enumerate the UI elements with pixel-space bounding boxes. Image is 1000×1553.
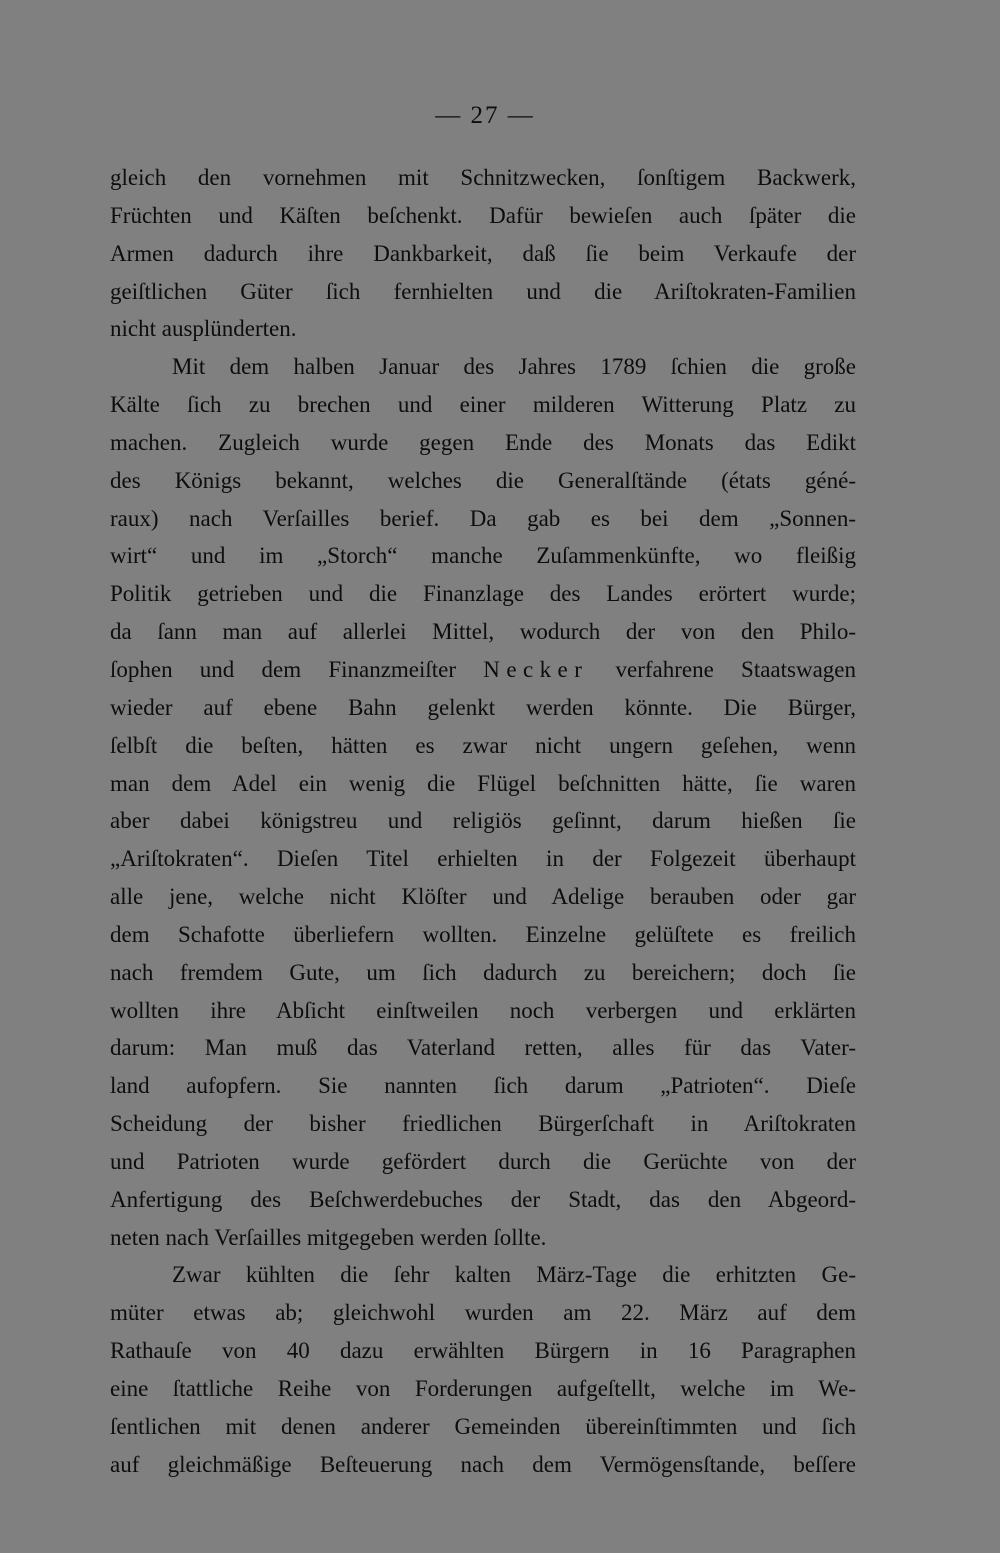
- text-line: Kälte ſich zu brechen und einer milderen Witterung Platz zu: [110, 392, 856, 418]
- text-line: wirt“ und im „Storch“ manche Zuſammenkünfte, wo fleißig: [110, 543, 856, 569]
- text-line: da ſann man auf allerlei Mittel, wodurch der von den Philo-: [110, 619, 856, 645]
- text-line: nicht ausplünderten.: [110, 316, 297, 342]
- text-line: machen. Zugleich wurde gegen Ende des Monats das Edikt: [110, 429, 856, 455]
- body-text: [110, 159, 856, 1484]
- text-line: Mit dem halben Januar des Jahres 1789 ſchien die große: [172, 354, 856, 380]
- text-segment: ſophen und dem Finanzmeiſter: [110, 656, 484, 682]
- text-line: „Ariſtokraten“. Dieſen Titel erhielten in der Folgezeit überhaupt: [110, 846, 856, 872]
- paragraph: [110, 1256, 856, 1483]
- text-line: dem Schafotte überliefern wollten. Einzelne gelüſtete es freilich: [110, 921, 856, 947]
- text-line: land aufopfern. Sie nannten ſich darum „Patrioten“. Dieſe: [110, 1073, 856, 1099]
- text-line: und Patrioten wurde gefördert durch die Gerüchte von der: [110, 1148, 856, 1174]
- text-line: Politik getrieben und die Finanzlage des Landes erörtert wurde;: [110, 581, 856, 607]
- text-line: alle jene, welche nicht Klöſter und Adelige berauben oder gar: [110, 884, 856, 910]
- text-line: raux) nach Verſailles berief. Da gab es bei dem „Sonnen-: [110, 505, 856, 531]
- text-line: Rathauſe von 40 dazu erwählten Bürgern in 16 Paragraphen: [110, 1338, 856, 1364]
- text-line: neten nach Verſailles mitgegeben werden ſollte.: [110, 1224, 547, 1250]
- text-line: ſelbſt die beſten, hätten es zwar nicht ungern geſehen, wenn: [110, 732, 856, 758]
- text-line: wieder auf ebene Bahn gelenkt werden könnte. Die Bürger,: [110, 694, 856, 720]
- text-line: nach fremdem Gute, um ſich dadurch zu bereichern; doch ſie: [110, 959, 856, 985]
- text-line: [110, 651, 856, 689]
- text-line: Scheidung der bisher friedlichen Bürgerſchaft in Ariſtokraten: [110, 1111, 856, 1137]
- text-line: Anfertigung des Beſchwerdebuches der Stadt, das den Abgeord-: [110, 1186, 856, 1212]
- text-line: wollten ihre Abſicht einſtweilen noch verbergen und erklärten: [110, 997, 856, 1023]
- text-line: geiſtlichen Güter ſich fernhielten und die Ariſtokraten-Familien: [110, 278, 856, 304]
- text-line: darum: Man muß das Vaterland retten, alles für das Vater-: [110, 1035, 856, 1061]
- text-line: des Königs bekannt, welches die Generalſtände (états géné-: [110, 467, 856, 493]
- page-number: — 27 —: [435, 102, 535, 129]
- text-line: aber dabei königstreu und religiös geſinnt, darum hießen ſie: [110, 808, 856, 834]
- text-line: ſentlichen mit denen anderer Gemeinden übereinſtimmten und ſich: [110, 1413, 856, 1439]
- text-line: eine ſtattliche Reihe von Forderungen aufgeſtellt, welche im We-: [110, 1376, 856, 1401]
- paragraph: [110, 348, 856, 1256]
- text-line: Früchten und Käſten beſchenkt. Dafür bewieſen auch ſpäter die: [110, 202, 856, 228]
- text-segment: verfahrene Staatswagen: [588, 656, 856, 682]
- text-line: auf gleichmäßige Beſteuerung nach dem Vermögensſtande, beſſere: [110, 1451, 856, 1477]
- text-line: müter etwas ab; gleichwohl wurden am 22. März auf dem: [110, 1300, 856, 1326]
- text-line: Zwar kühlten die ſehr kalten März-Tage die erhitzten Ge-: [172, 1262, 856, 1288]
- text-line: man dem Adel ein wenig die Flügel beſchnitten hätte, ſie waren: [110, 770, 856, 796]
- text-line: Armen dadurch ihre Dankbarkeit, daß ſie beim Verkaufe der: [110, 240, 856, 266]
- paragraph: [110, 159, 856, 348]
- emphasized-name: Necker: [483, 656, 589, 682]
- text-line: gleich den vornehmen mit Schnitzwecken, ſonſtigem Backwerk,: [110, 165, 856, 190]
